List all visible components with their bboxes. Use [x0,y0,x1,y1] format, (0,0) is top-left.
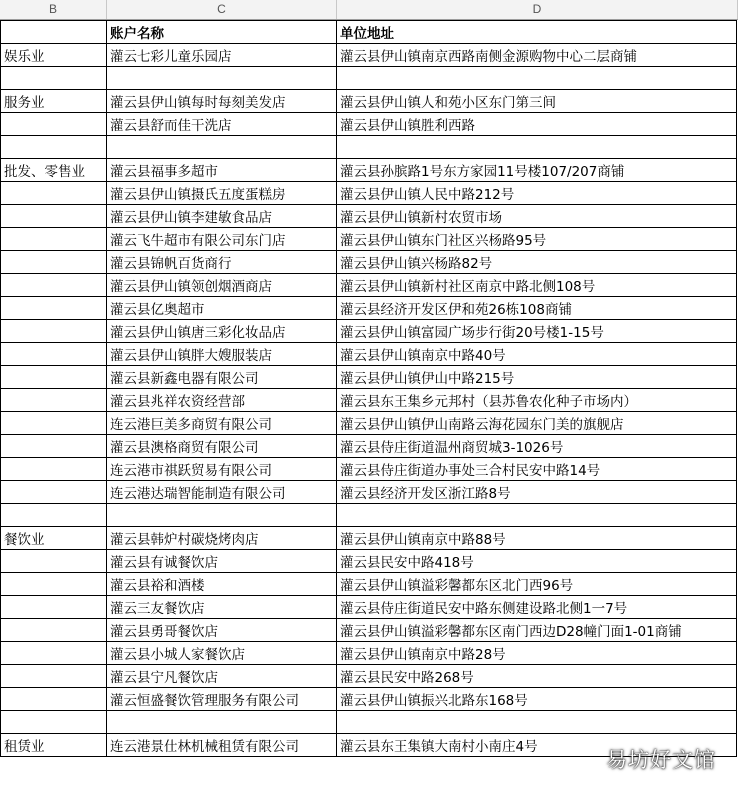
category-cell[interactable]: 租赁业 [1,734,107,757]
category-cell[interactable] [1,458,107,481]
category-cell[interactable] [1,274,107,297]
address-cell[interactable]: 灌云县伊山镇溢彩馨都东区南门西边D28幢门面1-01商铺 [337,619,737,642]
table-row [1,389,737,412]
table-row [1,90,737,113]
category-cell[interactable] [1,228,107,251]
table-row [1,136,737,159]
address-cell[interactable] [337,67,737,90]
address-cell[interactable]: 灌云县伊山镇溢彩馨都东区北门西96号 [337,573,737,596]
column-header-d[interactable]: D [337,0,738,19]
address-cell[interactable]: 灌云县伊山镇新村农贸市场 [337,205,737,228]
category-cell[interactable] [1,412,107,435]
category-cell[interactable] [1,573,107,596]
category-cell[interactable] [1,688,107,711]
table-row [1,527,737,550]
category-cell[interactable] [1,297,107,320]
account-name-cell[interactable]: 灌云县舒而佳干洗店 [107,113,337,136]
address-cell[interactable]: 灌云县东王集乡元邦村（县苏鲁农化种子市场内） [337,389,737,412]
table-row [1,412,737,435]
category-cell[interactable] [1,136,107,159]
table-row [1,711,737,734]
table-row [1,320,737,343]
account-name-cell[interactable]: 灌云县小城人家餐饮店 [107,642,337,665]
account-name-cell[interactable] [107,136,337,159]
address-cell[interactable]: 灌云县伊山镇新村社区南京中路北侧108号 [337,274,737,297]
account-name-cell[interactable]: 连云港景仕林机械租赁有限公司 [107,734,337,757]
address-cell[interactable]: 灌云县伊山镇胜利西路 [337,113,737,136]
account-name-cell[interactable]: 灌云县新鑫电器有限公司 [107,366,337,389]
table-row [1,113,737,136]
category-cell[interactable] [1,665,107,688]
table-row [1,343,737,366]
table-row [1,642,737,665]
column-header-b[interactable]: B [0,0,107,19]
table-row [1,504,737,527]
table-row [1,596,737,619]
address-cell[interactable]: 灌云县伊山镇伊山南路云海花园东门美的旗舰店 [337,412,737,435]
address-cell[interactable] [337,711,737,734]
address-cell[interactable]: 灌云县民安中路268号 [337,665,737,688]
category-cell[interactable] [1,251,107,274]
account-name-cell[interactable]: 灌云县宁凡餐饮店 [107,665,337,688]
table-row [1,274,737,297]
account-name-cell[interactable]: 灌云县亿奥超市 [107,297,337,320]
table-row [1,550,737,573]
watermark-text: 易坊好文馆 [606,748,716,772]
account-name-cell[interactable]: 灌云县澳格商贸有限公司 [107,435,337,458]
account-name-cell[interactable]: 灌云县伊山镇每时每刻美发店 [107,90,337,113]
address-cell[interactable]: 灌云县民安中路418号 [337,550,737,573]
address-cell[interactable] [337,136,737,159]
account-name-cell[interactable]: 灌云七彩儿童乐园店 [107,44,337,67]
table-row [1,251,737,274]
account-name-cell[interactable]: 灌云县兆祥农资经营部 [107,389,337,412]
address-cell[interactable]: 灌云县伊山镇富园广场步行街20号楼1-15号 [337,320,737,343]
table-header-row [1,21,737,44]
account-name-cell[interactable] [107,67,337,90]
category-cell[interactable] [1,366,107,389]
table-row [1,481,737,504]
category-cell[interactable] [1,113,107,136]
address-cell[interactable]: 灌云县侍庄街道温州商贸城3-1026号 [337,435,737,458]
address-cell[interactable]: 灌云县侍庄街道办事处三合村民安中路14号 [337,458,737,481]
category-cell[interactable] [1,596,107,619]
address-cell[interactable]: 灌云县伊山镇南京中路40号 [337,343,737,366]
table-row [1,297,737,320]
table-row [1,688,737,711]
cell[interactable] [1,21,107,44]
address-cell[interactable]: 灌云县伊山镇南京中路88号 [337,527,737,550]
account-name-cell[interactable]: 灌云县伊山镇领创烟酒商店 [107,274,337,297]
account-name-cell[interactable]: 连云港市祺跃贸易有限公司 [107,458,337,481]
spreadsheet-table [0,20,737,757]
account-name-cell[interactable]: 灌云县伊山镇唐三彩化妆品店 [107,320,337,343]
category-cell[interactable]: 服务业 [1,90,107,113]
address-cell[interactable]: 灌云县伊山镇人和苑小区东门第三间 [337,90,737,113]
table-row [1,182,737,205]
table-row [1,159,737,182]
category-cell[interactable] [1,481,107,504]
category-cell[interactable] [1,550,107,573]
table-row [1,205,737,228]
account-name-cell[interactable]: 灌云县福事多超市 [107,159,337,182]
category-cell[interactable] [1,182,107,205]
category-cell[interactable]: 批发、零售业 [1,159,107,182]
account-name-cell[interactable]: 灌云恒盛餐饮管理服务有限公司 [107,688,337,711]
account-name-cell[interactable]: 连云港达瑞智能制造有限公司 [107,481,337,504]
address-cell[interactable]: 灌云县经济开发区浙江路8号 [337,481,737,504]
header-account-name[interactable]: 账户名称 [107,21,337,44]
category-cell[interactable]: 娱乐业 [1,44,107,67]
table-row [1,366,737,389]
account-name-cell[interactable]: 灌云飞牛超市有限公司东门店 [107,228,337,251]
category-cell[interactable] [1,504,107,527]
address-cell[interactable]: 灌云县经济开发区伊和苑26栋108商铺 [337,297,737,320]
account-name-cell[interactable]: 灌云县勇哥餐饮店 [107,619,337,642]
category-cell[interactable] [1,389,107,412]
category-cell[interactable] [1,435,107,458]
category-cell[interactable] [1,205,107,228]
account-name-cell[interactable]: 连云港巨美多商贸有限公司 [107,412,337,435]
address-cell[interactable]: 灌云县孙膑路1号东方家园11号楼107/207商铺 [337,159,737,182]
account-name-cell[interactable]: 灌云县裕和酒楼 [107,573,337,596]
category-cell[interactable] [1,343,107,366]
category-cell[interactable] [1,67,107,90]
address-cell[interactable]: 灌云县东王集镇大南村小南庄4号 [337,734,737,757]
account-name-cell[interactable] [107,711,337,734]
category-cell[interactable] [1,711,107,734]
address-cell[interactable]: 灌云县伊山镇伊山中路215号 [337,366,737,389]
account-name-cell[interactable]: 灌云三友餐饮店 [107,596,337,619]
category-cell[interactable] [1,320,107,343]
category-cell[interactable] [1,642,107,665]
table-row [1,573,737,596]
account-name-cell[interactable]: 灌云县伊山镇摄氏五度蛋糕房 [107,182,337,205]
table-row [1,665,737,688]
table-row [1,44,737,67]
category-cell[interactable]: 餐饮业 [1,527,107,550]
account-name-cell[interactable]: 灌云县有诚餐饮店 [107,550,337,573]
column-header-bar [0,0,738,20]
address-cell[interactable]: 灌云县伊山镇兴杨路82号 [337,251,737,274]
address-cell[interactable]: 灌云县伊山镇人民中路212号 [337,182,737,205]
account-name-cell[interactable]: 灌云县伊山镇胖大嫂服装店 [107,343,337,366]
table-row [1,435,737,458]
address-cell[interactable]: 灌云县伊山镇南京西路南侧金源购物中心二层商铺 [337,44,737,67]
table-row [1,67,737,90]
address-cell[interactable]: 灌云县侍庄街道民安中路东侧建设路北侧1一7号 [337,596,737,619]
address-cell[interactable]: 灌云县伊山镇南京中路28号 [337,642,737,665]
account-name-cell[interactable]: 灌云县伊山镇李建敏食品店 [107,205,337,228]
address-cell[interactable] [337,504,737,527]
header-unit-address[interactable]: 单位地址 [337,21,737,44]
table-row [1,458,737,481]
address-cell[interactable]: 灌云县伊山镇振兴北路东168号 [337,688,737,711]
account-name-cell[interactable]: 灌云县韩炉村碳烧烤肉店 [107,527,337,550]
column-header-c[interactable]: C [107,0,337,19]
table-row [1,619,737,642]
account-name-cell[interactable] [107,504,337,527]
table-row [1,228,737,251]
category-cell[interactable] [1,619,107,642]
address-cell[interactable]: 灌云县伊山镇东门社区兴杨路95号 [337,228,737,251]
account-name-cell[interactable]: 灌云县锦帆百货商行 [107,251,337,274]
